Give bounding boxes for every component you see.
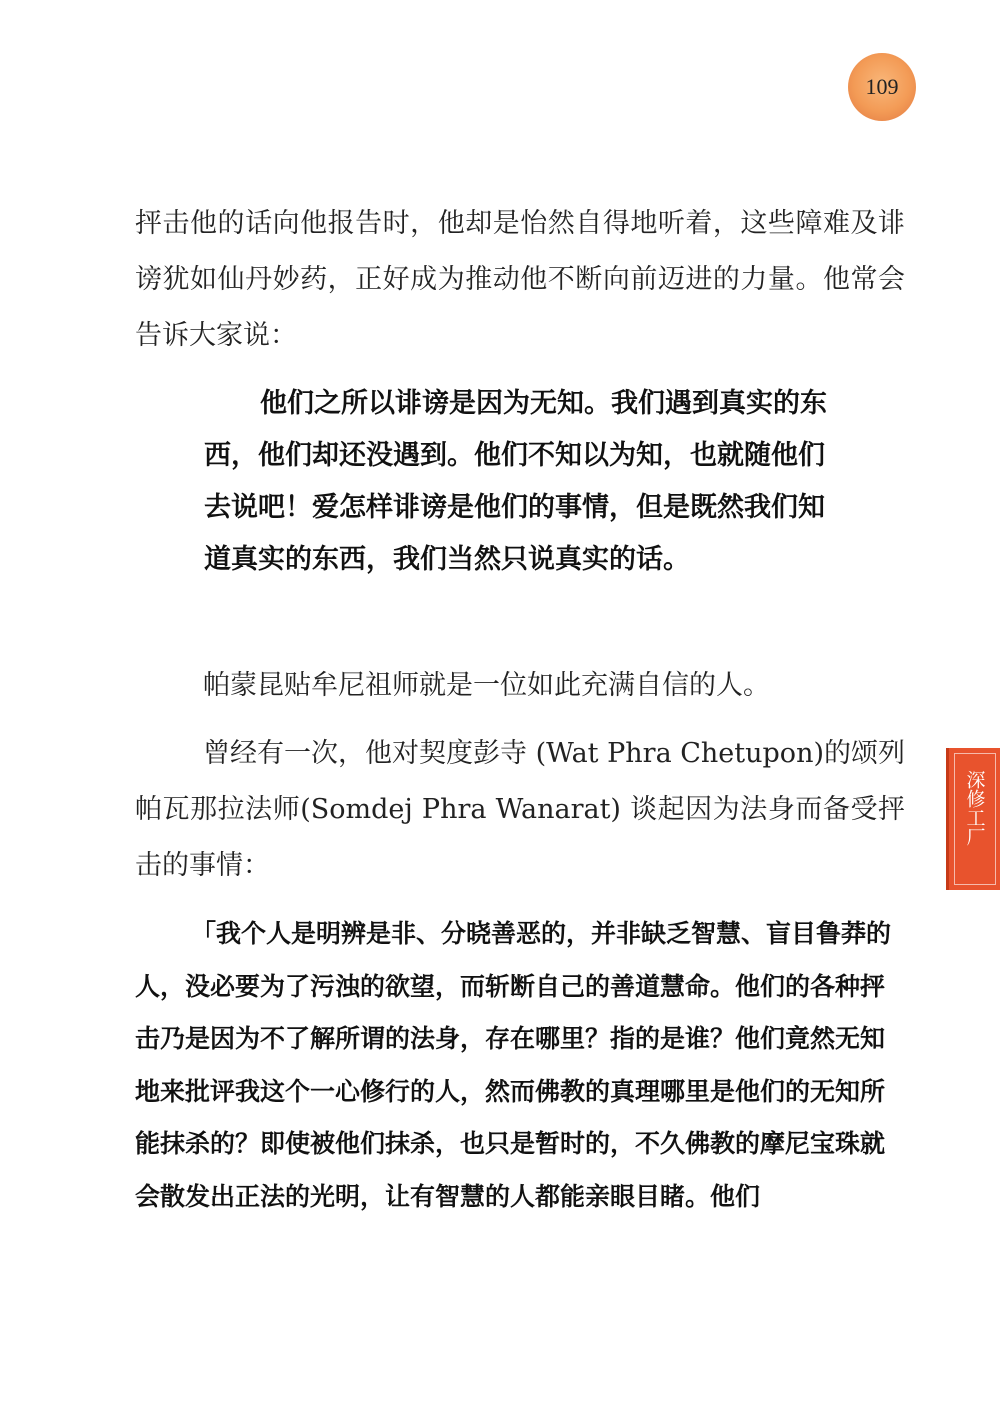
paragraph-3-text: 曾经有一次，他对契度彭寺 (Wat Phra Chetupon)的颂列帕瓦那拉法师(Somdej Phra Wanarat) 谈起因为法身而备受抨击的事情： [135, 738, 905, 881]
quote-1-text: 他们之所以诽谤是因为无知。我们遇到真实的东西，他们却还没遇到。他们不知以为知，也就随他们去说吧！爱怎样诽谤是他们的事情，但是既然我们知道真实的东西，我们当然只说真实的话。 [204, 388, 827, 575]
paragraph-1-text: 抨击他的话向他报告时，他却是怡然自得地听着，这些障难及诽谤犹如仙丹妙药，正好成为推动他不断向前迈进的力量。他常会告诉大家说： [135, 208, 905, 351]
paragraph-3 [135, 726, 905, 894]
page-number-text: 109 [865, 74, 899, 99]
section-side-tab [946, 748, 1000, 890]
page-number [848, 53, 916, 121]
quote-2-text: 「我个人是明辨是非、分晓善恶的，并非缺乏智慧、盲目鲁莽的人，没必要为了污浊的欲望，而斩断自己的善道慧命。他们的各种抨击乃是因为不了解所谓的法身，存在哪里？指的是谁？他们竟然无知地来批评我这个一心修行的人，然而佛教的真理哪里是他们的无知所能抹杀的？即使被他们抹杀，也只是暂时的，不久佛教的摩尼宝珠就会散发出正法的光明，让有智慧的人都能亲眼目睹。他们 [135, 919, 892, 1211]
section-side-tab-label: 深修工厂 [963, 770, 986, 846]
paragraph-2 [135, 658, 905, 714]
quote-block-1 [204, 378, 830, 586]
quote-block-2 [135, 908, 895, 1223]
paragraph-1 [135, 196, 905, 364]
paragraph-2-text: 帕蒙昆贴牟尼祖师就是一位如此充满自信的人。 [203, 670, 770, 701]
